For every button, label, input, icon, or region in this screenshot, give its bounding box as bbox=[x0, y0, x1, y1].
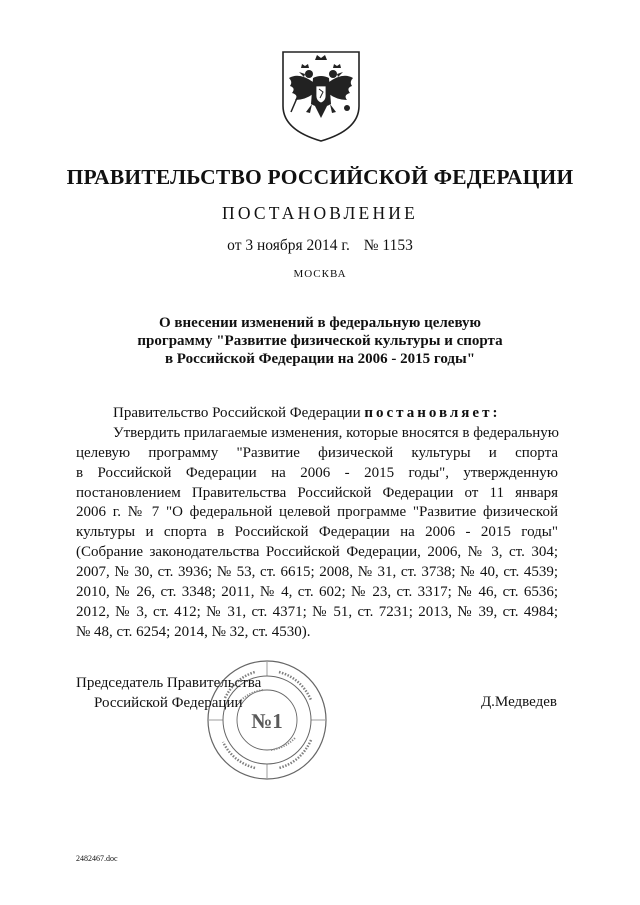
body-line: в Российской Федерации на 2006 - 2015 годы", утвержденную bbox=[76, 464, 558, 481]
document-city: МОСКВА bbox=[293, 268, 347, 280]
subject-line: О внесении изменений в федеральную целевую bbox=[158, 315, 482, 331]
body-line: целевую программу "Развитие физической культуры и спорта bbox=[76, 444, 558, 461]
body-line: 2007, № 30, ст. 3936; № 53, ст. 6615; 2008, № 31, ст. 3738; № 40, ст. 4539; bbox=[76, 564, 558, 581]
signer-name: Д.Медведев bbox=[480, 694, 557, 710]
document-file-code: 2482467.doc bbox=[76, 854, 118, 863]
body-line: 2012, № 3, ст. 412; № 31, ст. 4371; № 51, ст. 7231; 2013, № 39, ст. 4984; bbox=[76, 603, 558, 620]
body-line: постановлением Правительства Российской Федерации от 11 января bbox=[76, 484, 558, 501]
official-stamp-icon bbox=[205, 658, 329, 782]
body-intro bbox=[76, 404, 558, 424]
body-line: 2010, № 26, ст. 3348; 2011, № 4, ст. 602; № 23, ст. 3317; № 46, ст. 6536; bbox=[76, 584, 558, 601]
intro-text: Правительство Российской Федерации bbox=[113, 405, 365, 421]
seal-number: №1 bbox=[251, 709, 283, 733]
document-body bbox=[76, 404, 558, 643]
document-date-line bbox=[0, 237, 640, 255]
russian-coat-of-arms-icon bbox=[279, 48, 363, 144]
body-line: № 48, ст. 6254; 2014, № 32, ст. 4530). bbox=[76, 623, 311, 640]
document-number: № 1153 bbox=[363, 237, 413, 254]
document-type: ПОСТАНОВЛЕНИЕ bbox=[221, 203, 419, 223]
intro-decree-word: постановляет: bbox=[364, 405, 501, 421]
body-line: (Собрание законодательства Российской Федерации, 2006, № 3, ст. 304; bbox=[76, 544, 558, 561]
government-title: ПРАВИТЕЛЬСТВО РОССИЙСКОЙ ФЕДЕРАЦИИ bbox=[66, 165, 574, 189]
document-subject bbox=[120, 314, 520, 368]
subject-line: в Российской Федерации на 2006 - 2015 годы" bbox=[164, 351, 476, 367]
subject-line: программу "Развитие физической культуры и спорта bbox=[137, 333, 503, 349]
body-line: 2006 г. № 7 "О федеральной целевой программе "Развитие физической bbox=[76, 504, 558, 521]
position-line: Председатель Правительства bbox=[76, 675, 262, 691]
document-date: от 3 ноября 2014 г. bbox=[227, 237, 350, 254]
position-line: Российской Федерации bbox=[94, 694, 243, 711]
body-line: культуры и спорта в Российской Федерации на 2006 - 2015 годы" bbox=[76, 524, 558, 541]
body-line: Утвердить прилагаемые изменения, которые вносятся в федеральную bbox=[113, 424, 560, 441]
